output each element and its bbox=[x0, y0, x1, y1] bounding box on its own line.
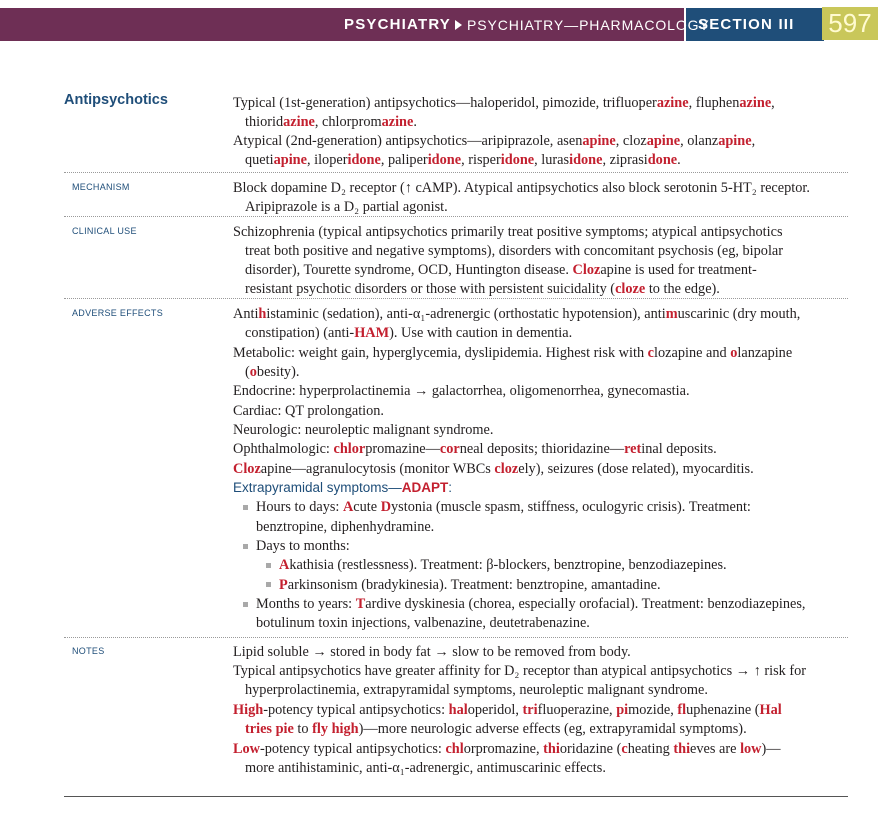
text-line bbox=[233, 179, 810, 197]
page-header bbox=[0, 8, 880, 41]
text-segment: . bbox=[677, 152, 681, 168]
text-segment: . bbox=[413, 114, 417, 130]
text-line bbox=[256, 498, 751, 516]
emphasis-text: cor bbox=[439, 441, 460, 457]
text-segment: operidol, bbox=[467, 702, 523, 718]
text-line bbox=[245, 261, 757, 279]
text-segment: orpromazine, bbox=[463, 741, 544, 757]
emphasis-text: apine bbox=[273, 152, 307, 168]
emphasis-text: thi bbox=[673, 741, 691, 757]
emphasis-text: m bbox=[665, 306, 678, 322]
text-segment: lanzapine bbox=[737, 345, 793, 361]
divider bbox=[64, 637, 848, 638]
emphasis-text: fly bbox=[312, 721, 329, 737]
subchapter-title: PSYCHIATRY—PHARMACOLOGY bbox=[467, 17, 710, 33]
text-line bbox=[245, 280, 720, 298]
emphasis-text: Low bbox=[233, 741, 261, 757]
text-segment: , olanz bbox=[680, 133, 719, 149]
text-segment: ( bbox=[245, 364, 250, 380]
text-segment: botulinum toxin injections, valbenazine, deutetrabenazine. bbox=[256, 615, 590, 631]
emphasis-text: apine bbox=[718, 133, 752, 149]
text-segment: ardive dyskinesia (chorea, especially orofacial). Treatment: benzodiazepines, bbox=[365, 596, 806, 612]
text-line bbox=[233, 643, 631, 661]
text-segment: )— bbox=[761, 741, 781, 757]
emphasis-text: o bbox=[249, 364, 257, 380]
label-adverse-effects: ADVERSE EFFECTS bbox=[72, 308, 164, 318]
emphasis-text: Cloz bbox=[572, 262, 601, 278]
text-segment: , bbox=[751, 133, 756, 149]
emphasis-text: low bbox=[740, 741, 762, 757]
text-line bbox=[233, 701, 782, 719]
text-line bbox=[245, 324, 572, 342]
text-line bbox=[256, 595, 806, 613]
text-segment: Typical (1st-generation) antipsychotics—haloperidol, pimozide, trifluoper bbox=[233, 95, 657, 111]
emphasis-text: A bbox=[279, 557, 290, 573]
text-line bbox=[245, 681, 708, 699]
text-segment: Extrapyramidal symptoms— bbox=[233, 480, 402, 495]
section-title: SECTION III bbox=[698, 16, 795, 33]
text-segment: , bbox=[771, 95, 775, 111]
emphasis-text: azine bbox=[381, 114, 414, 130]
emphasis-text: cloze bbox=[615, 281, 646, 297]
text-segment: hyperprolactinemia, extrapyramidal symptoms, neuroleptic malignant syndrome. bbox=[245, 682, 708, 698]
text-segment: : bbox=[448, 480, 453, 495]
text-segment: Ophthalmologic: bbox=[233, 441, 334, 457]
emphasis-text: fl bbox=[677, 702, 687, 718]
emphasis-text: idone bbox=[500, 152, 535, 168]
text-segment: Block dopamine D₂ receptor (↑ cAMP). Atypical antipsychotics also block serotonin 5-HT₂ receptor. bbox=[233, 180, 810, 196]
bullet-icon bbox=[266, 582, 271, 587]
emphasis-text: A bbox=[342, 499, 354, 515]
label-mechanism: MECHANISM bbox=[72, 182, 130, 192]
text-segment: , paliper bbox=[380, 152, 428, 168]
text-line bbox=[245, 242, 783, 260]
text-segment: heating bbox=[627, 741, 674, 757]
text-segment: Days to months: bbox=[256, 538, 350, 554]
text-segment: fluoperazine, bbox=[537, 702, 617, 718]
subheading-segment bbox=[448, 480, 452, 495]
text-line bbox=[233, 223, 783, 241]
text-line bbox=[233, 305, 800, 323]
label-clinical-use: CLINICAL USE bbox=[72, 226, 137, 236]
text-segment: , chlorprom bbox=[314, 114, 382, 130]
text-segment: thiorid bbox=[245, 114, 284, 130]
text-segment: -potency typical antipsychotics: bbox=[260, 741, 446, 757]
text-line bbox=[256, 614, 590, 632]
text-segment: ely), seizures (dose related), myocarditis. bbox=[518, 461, 754, 477]
emphasis-text: apine bbox=[582, 133, 616, 149]
text-segment: Metabolic: weight gain, hyperglycemia, dyslipidemia. Highest risk with bbox=[233, 345, 648, 361]
text-line bbox=[233, 344, 792, 362]
emphasis-text: chlor bbox=[333, 441, 366, 457]
emphasis-text: azine bbox=[739, 95, 772, 111]
text-segment: ). Use with caution in dementia. bbox=[389, 325, 573, 341]
text-segment: constipation) (anti- bbox=[245, 325, 355, 341]
text-line bbox=[233, 382, 690, 400]
label-notes: NOTES bbox=[72, 646, 105, 656]
text-segment: ystonia (muscle spasm, stiffness, oculogyric crisis). Treatment: bbox=[391, 499, 751, 515]
text-segment: , cloz bbox=[615, 133, 647, 149]
divider bbox=[64, 298, 848, 299]
text-segment: , ziprasi bbox=[602, 152, 648, 168]
text-line bbox=[245, 198, 448, 216]
emphasis-text: D bbox=[380, 499, 392, 515]
text-line bbox=[233, 740, 781, 758]
text-segment: , iloper bbox=[306, 152, 348, 168]
text-segment: Months to years: bbox=[256, 596, 356, 612]
text-line bbox=[256, 537, 350, 555]
text-segment: disorder), Tourette syndrome, OCD, Huntington disease. bbox=[245, 262, 573, 278]
emphasis-text: ADAPT bbox=[401, 480, 449, 495]
text-segment: to the edge). bbox=[645, 281, 720, 297]
emphasis-text: apine bbox=[646, 133, 681, 149]
text-segment: uphenazine ( bbox=[686, 702, 760, 718]
text-segment: more antihistaminic, anti-α₁-adrenergic, antimuscarinic effects. bbox=[245, 760, 606, 776]
text-segment: Neurologic: neuroleptic malignant syndrome. bbox=[233, 422, 494, 438]
emphasis-text: pi bbox=[616, 702, 629, 718]
text-line bbox=[233, 479, 452, 497]
text-segment: apine is used for treatment- bbox=[600, 262, 757, 278]
text-line bbox=[233, 94, 775, 112]
text-segment: apine—agranulocytosis (monitor WBCs bbox=[260, 461, 495, 477]
bottom-rule bbox=[64, 796, 848, 797]
text-segment: oridazine ( bbox=[559, 741, 622, 757]
emphasis-text: azine bbox=[656, 95, 689, 111]
text-segment: uscarinic (dry mouth, bbox=[677, 306, 801, 322]
text-line bbox=[279, 576, 661, 594]
text-line bbox=[245, 759, 606, 777]
text-line bbox=[233, 440, 717, 458]
emphasis-text: hal bbox=[448, 702, 468, 718]
emphasis-text: HAM bbox=[354, 325, 390, 341]
text-line bbox=[233, 402, 384, 420]
text-segment: kathisia (restlessness). Treatment: β-blockers, benztropine, benzodiazepines. bbox=[289, 557, 727, 573]
emphasis-text: idone bbox=[347, 152, 381, 168]
chapter-title: PSYCHIATRY bbox=[344, 16, 452, 33]
divider bbox=[64, 216, 848, 217]
emphasis-text: high bbox=[331, 721, 359, 737]
text-line bbox=[279, 556, 727, 574]
emphasis-text: idone bbox=[427, 152, 462, 168]
emphasis-text: P bbox=[279, 577, 288, 593]
text-segment: eves are bbox=[690, 741, 741, 757]
emphasis-text: chl bbox=[445, 741, 464, 757]
text-segment: Atypical (2nd-generation) antipsychotics—aripiprazole, asen bbox=[233, 133, 583, 149]
text-segment: cute bbox=[353, 499, 381, 515]
text-segment: neal deposits; thioridazine— bbox=[459, 441, 625, 457]
emphasis-text: tri bbox=[522, 702, 538, 718]
text-segment: Aripiprazole is a D₂ partial agonist. bbox=[245, 199, 448, 215]
text-segment: Cardiac: QT prolongation. bbox=[233, 403, 385, 419]
bullet-icon bbox=[243, 602, 248, 607]
page-number bbox=[822, 7, 878, 40]
emphasis-text: High bbox=[233, 702, 264, 718]
text-segment: , luras bbox=[534, 152, 570, 168]
emphasis-text: azine bbox=[283, 114, 315, 130]
text-segment: )—more neurologic adverse effects (eg, extrapyramidal symptoms). bbox=[358, 721, 747, 737]
text-line bbox=[233, 421, 493, 439]
page-number-text: 597 bbox=[828, 8, 872, 38]
text-segment: queti bbox=[245, 152, 274, 168]
text-segment: resistant psychotic disorders or those with persistent suicidality ( bbox=[245, 281, 616, 297]
emphasis-text: c bbox=[621, 741, 628, 757]
text-segment: to bbox=[293, 721, 313, 737]
topic-title: Antipsychotics bbox=[64, 92, 168, 108]
emphasis-text: o bbox=[730, 345, 738, 361]
emphasis-text: T bbox=[355, 596, 366, 612]
emphasis-text: cloz bbox=[494, 461, 519, 477]
text-segment: benztropine, diphenhydramine. bbox=[256, 519, 435, 535]
text-segment: inal deposits. bbox=[641, 441, 717, 457]
text-segment: Anti bbox=[233, 306, 259, 322]
text-segment: -potency typical antipsychotics: bbox=[263, 702, 449, 718]
emphasis-text: Hal bbox=[759, 702, 782, 718]
emphasis-text: tries bbox=[245, 721, 272, 737]
bullet-icon bbox=[266, 563, 271, 568]
bullet-icon bbox=[243, 544, 248, 549]
text-segment: Schizophrenia (typical antipsychotics primarily treat positive symptoms; atypical antipsychotics bbox=[233, 224, 783, 240]
text-segment: istaminic (sedation), anti-α₁-adrenergic (orthostatic hypotension), anti bbox=[266, 306, 666, 322]
subheading-segment bbox=[233, 480, 402, 495]
text-segment: Lipid soluble → stored in body fat → slow to be removed from body. bbox=[233, 644, 631, 660]
text-segment: Hours to days: bbox=[256, 499, 343, 515]
emphasis-text: pie bbox=[275, 721, 294, 737]
emphasis-text: c bbox=[647, 345, 655, 361]
emphasis-text: idone bbox=[569, 152, 603, 168]
text-line bbox=[256, 518, 434, 536]
text-segment: , fluphen bbox=[688, 95, 740, 111]
text-line bbox=[233, 132, 755, 150]
text-segment: arkinsonism (bradykinesia). Treatment: benztropine, amantadine. bbox=[287, 577, 661, 593]
text-line bbox=[233, 662, 806, 680]
subheading-segment bbox=[402, 480, 449, 495]
text-line bbox=[233, 460, 754, 478]
text-segment: besity). bbox=[256, 364, 300, 380]
emphasis-text: Cloz bbox=[233, 461, 261, 477]
text-segment: treat both positive and negative symptoms), disorders with concomitant psychosis (eg, bipolar bbox=[245, 243, 784, 259]
emphasis-text: h bbox=[258, 306, 267, 322]
text-segment: Endocrine: hyperprolactinemia → galactorrhea, oligomenorrhea, gynecomastia. bbox=[233, 383, 690, 399]
text-line bbox=[245, 113, 417, 131]
text-segment: promazine— bbox=[365, 441, 440, 457]
text-segment: lozapine and bbox=[654, 345, 731, 361]
emphasis-text: thi bbox=[543, 741, 560, 757]
text-line bbox=[245, 720, 747, 738]
divider bbox=[64, 172, 848, 173]
text-segment: Typical antipsychotics have greater affinity for D₂ receptor than atypical antipsychotics → ↑ risk for bbox=[233, 663, 807, 679]
text-segment: mozide, bbox=[628, 702, 678, 718]
emphasis-text: done bbox=[647, 152, 678, 168]
text-line bbox=[245, 151, 681, 169]
text-segment: , risper bbox=[461, 152, 501, 168]
text-line bbox=[245, 363, 299, 381]
emphasis-text: ret bbox=[624, 441, 642, 457]
breadcrumb-arrow-icon bbox=[455, 20, 462, 30]
bullet-icon bbox=[243, 505, 248, 510]
